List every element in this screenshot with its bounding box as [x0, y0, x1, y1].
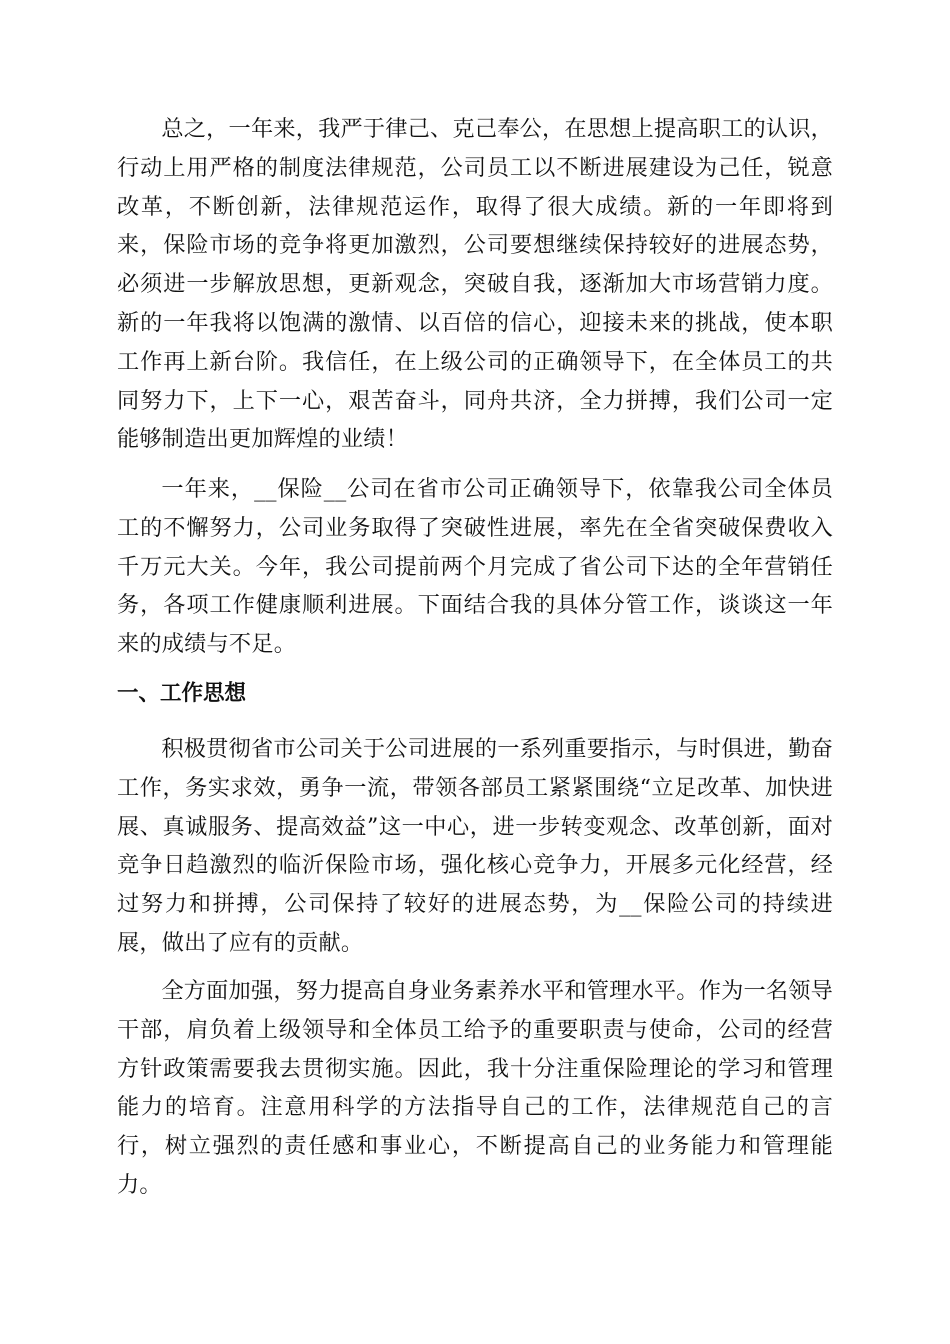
section-heading-work-thinking: 一、工作思想 [117, 681, 247, 706]
paragraph-self-improvement: 全方面加强，努力提高自身业务素养水平和管理水平。作为一名领导干部，肩负着上级领导和全体员工给予的重要职责与使命，公司的经营方针政策需要我去贯彻实施。因此，我十分注重保险理论的学习和管理能力的培育。注意用科学的方法指导自己的工作，法律规范自己的言行，树立强烈的责任感和事业心，不断提高自己的业务能力和管理能力。 [117, 978, 834, 1198]
paragraph-work-thinking: 积极贯彻省市公司关于公司进展的一系列重要指示，与时俱进，勤奋工作，务实求效，勇争一流，带领各部员工紧紧围绕“立足改革、加快进展、真诚服务、提高效益”这一中心，进一步转变观念、改革创新，面对竞争日趋激烈的临沂保险市场，强化核心竞争力，开展多元化经营，经过努力和拼搏，公司保持了较好的进展态势，为__保险公司的持续进展，做出了应有的贡献。 [117, 736, 834, 956]
paragraph-year-overview: 一年来，__保险__公司在省市公司正确领导下，依靠我公司全体员工的不懈努力，公司业务取得了突破性进展，率先在全省突破保费收入千万元大关。今年，我公司提前两个月完成了省公司下达的全年营销任务，各项工作健康顺利进展。下面结合我的具体分管工作，谈谈这一年来的成绩与不足。 [117, 476, 833, 658]
paragraph-summary: 总之，一年来，我严于律己、克己奉公，在思想上提高职工的认识，行动上用严格的制度法律规范，公司员工以不断进展建设为己任，锐意改革，不断创新，法律规范运作，取得了很大成绩。新的一年即将到来，保险市场的竞争将更加激烈，公司要想继续保持较好的进展态势，必须进一步解放思想，更新观念，突破自我，逐渐加大市场营销力度。新的一年我将以饱满的激情、以百倍的信心，迎接未来的挑战，使本职工作再上新台阶。我信任，在上级公司的正确领导下，在全体员工的共同努力下，上下一心，艰苦奋斗，同舟共济，全力拼搏，我们公司一定能够制造出更加辉煌的业绩！ [117, 116, 834, 453]
